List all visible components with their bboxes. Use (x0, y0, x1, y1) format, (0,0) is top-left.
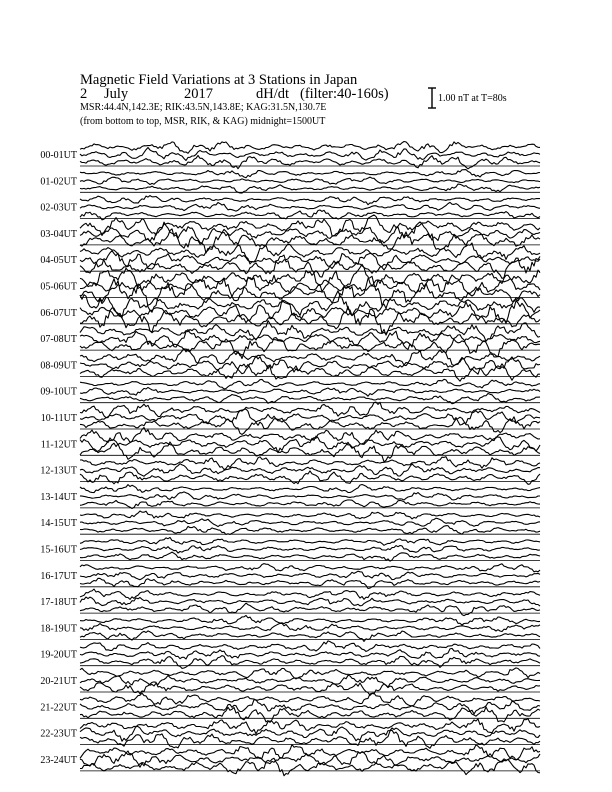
trace-msr (80, 364, 540, 381)
trace-kag (80, 511, 540, 519)
trace-kag (80, 537, 540, 545)
quantity-label: dH/dt (256, 86, 290, 102)
trace-rik (80, 330, 540, 350)
trace-kag (80, 457, 540, 470)
hour-label: 02-03UT (40, 202, 77, 214)
station-coordinates: MSR:44.4N,142.3E; RIK:43.5N,143.8E; KAG:31.5N,130.7E (80, 102, 327, 113)
trace-rik (80, 275, 540, 301)
trace-rik (80, 177, 540, 184)
hour-label: 03-04UT (40, 228, 77, 240)
hour-label: 21-22UT (40, 702, 77, 714)
hour-row (41, 402, 540, 434)
trace-rik (80, 464, 540, 477)
trace-msr (80, 656, 540, 669)
hour-label: 01-02UT (40, 176, 77, 188)
trace-msr (80, 184, 540, 193)
hour-row (40, 243, 540, 278)
trace-kag (80, 142, 540, 154)
date-year: 2017 (184, 86, 213, 102)
hour-rows (40, 142, 540, 776)
hour-label: 19-20UT (40, 649, 77, 661)
hour-label: 16-17UT (40, 570, 77, 582)
trace-msr (80, 707, 540, 722)
hour-row (40, 485, 540, 509)
scale-bar (428, 88, 436, 108)
hour-row (40, 564, 540, 589)
hour-row (40, 537, 540, 561)
trace-kag (80, 243, 540, 264)
hour-row (40, 349, 540, 382)
hour-label: 08-09UT (40, 360, 77, 372)
scale-bar-label: 1.00 nT at T=80s (438, 93, 507, 104)
trace-rik (80, 571, 540, 580)
trace-kag (80, 641, 540, 652)
trace-msr (80, 394, 540, 404)
hour-row (40, 457, 540, 485)
hour-label: 18-19UT (40, 623, 77, 635)
trace-kag (80, 616, 540, 626)
hour-label: 14-15UT (40, 518, 77, 530)
hour-label: 06-07UT (40, 307, 77, 319)
hour-label: 12-13UT (40, 465, 77, 477)
hour-label: 13-14UT (40, 491, 77, 503)
hour-row (40, 745, 540, 776)
trace-rik (80, 492, 540, 500)
hour-row (40, 719, 540, 749)
date-month: July (104, 86, 129, 102)
filter-label: (filter:40-160s) (300, 86, 389, 102)
hour-label: 09-10UT (40, 386, 77, 398)
trace-msr (80, 156, 540, 169)
trace-msr (80, 526, 540, 535)
hour-label: 05-06UT (40, 281, 77, 293)
trace-msr (80, 500, 540, 509)
hour-row (40, 641, 540, 669)
hour-row (41, 428, 540, 462)
trace-kag (80, 215, 540, 236)
trace-rik (80, 518, 540, 526)
trace-msr (80, 631, 540, 642)
trace-rik (80, 546, 540, 554)
hour-row (40, 196, 540, 220)
trace-msr (80, 603, 540, 616)
hour-label: 17-18UT (40, 597, 77, 609)
hour-label: 11-12UT (40, 439, 77, 451)
trace-kag (80, 668, 540, 679)
trace-rik (80, 202, 540, 211)
hour-row (40, 170, 540, 194)
trace-kag (80, 485, 540, 493)
station-order-note: (from bottom to top, MSR, RIK, & KAG) midnight=1500UT (80, 116, 326, 127)
trace-kag (80, 196, 540, 205)
hour-label: 23-24UT (40, 754, 77, 766)
hour-row (40, 668, 540, 696)
hour-label: 10-11UT (40, 413, 77, 424)
trace-kag (80, 170, 540, 178)
hour-row (40, 321, 540, 359)
hour-label: 22-23UT (40, 728, 77, 740)
trace-rik (80, 751, 540, 767)
trace-rik (80, 597, 540, 606)
trace-kag (80, 589, 540, 599)
hour-label: 00-01UT (40, 150, 77, 161)
hour-row (40, 693, 540, 722)
hour-label: 07-08UT (40, 334, 77, 346)
hour-label: 04-05UT (40, 255, 77, 267)
hour-row (40, 379, 540, 403)
hour-label: 20-21UT (40, 676, 77, 687)
trace-kag (80, 745, 540, 760)
trace-rik (80, 623, 540, 631)
trace-rik (80, 387, 540, 396)
date-day: 2 (80, 86, 88, 102)
chart-title: Magnetic Field Variations at 3 Stations in Japan (80, 72, 358, 88)
trace-kag (80, 564, 540, 572)
hour-row (40, 142, 540, 169)
hour-label: 15-16UT (40, 544, 77, 556)
trace-msr (80, 552, 540, 561)
trace-rik (80, 356, 540, 374)
trace-msr (80, 442, 540, 462)
trace-rik (80, 148, 540, 161)
hour-row (40, 589, 540, 616)
hour-row (40, 616, 540, 642)
hour-row (40, 511, 540, 535)
